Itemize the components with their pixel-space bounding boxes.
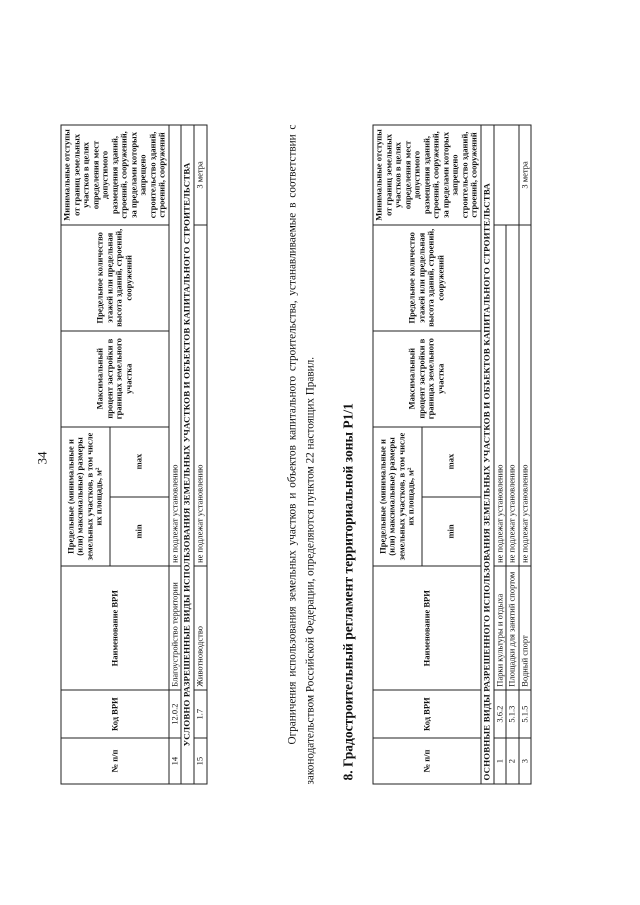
page-number: 34 bbox=[34, 451, 50, 465]
row-setback bbox=[494, 125, 519, 225]
header-sizes: Предельные (минимальные и (или) максимальные) размеры земельных участков, в том числе их площадь, м² bbox=[61, 427, 110, 567]
row-setback: 3 метра bbox=[519, 125, 532, 225]
header-setback: Минимальные отступы от границ земельных участков в целях определения мест допустимого размещения зданий, строений, сооружений, за пределами которых запрещено строительство зданий, строений, сооружений bbox=[373, 125, 481, 225]
section-title-main: ОСНОВНЫЕ ВИДЫ РАЗРЕШЕННОГО ИСПОЛЬЗОВАНИЯ ЗЕМЕЛЬНЫХ УЧАСТКОВ И ОБЪЕКТОВ КАПИТАЛЬНОГО СТРОИТЕЛЬСТВА bbox=[481, 125, 494, 784]
rotated-document-page bbox=[1, 0, 640, 905]
regulation-table-r1 bbox=[373, 125, 532, 785]
table-header-row bbox=[373, 125, 422, 784]
header-name: Наименование ВРИ bbox=[61, 566, 169, 690]
section-row bbox=[481, 125, 494, 784]
section-title-conditional: УСЛОВНО РАЗРЕШЕННЫЕ ВИДЫ ИСПОЛЬЗОВАНИЯ ЗЕМЕЛЬНЫХ УЧАСТКОВ И ОБЪЕКТОВ КАПИТАЛЬНОГО СТРОИТЕЛЬСТВА bbox=[181, 125, 194, 784]
row-code: 5.1.3 bbox=[506, 690, 519, 738]
header-min: min bbox=[110, 497, 169, 567]
row-num: 3 bbox=[519, 738, 532, 784]
row-setback: 3 метра bbox=[194, 125, 207, 225]
row-code: 5.1.5 bbox=[519, 690, 532, 738]
row-num: 15 bbox=[194, 738, 207, 784]
row-num: 14 bbox=[169, 738, 182, 784]
row-sizes: не подлежат установлению bbox=[506, 225, 519, 566]
table-row bbox=[169, 125, 182, 784]
header-sizes: Предельные (минимальные и (или) максимальные) размеры земельных участков, в том числе их площадь, м² bbox=[373, 427, 422, 567]
header-percent: Максимальный процент застройки в границах земельного участка bbox=[373, 331, 481, 427]
row-name: Парки культуры и отдыха bbox=[494, 566, 507, 690]
restrictions-paragraph: Ограничения использования земельных участков и объектов капитального строительства, устанавливаемые в соответствии с законодательством Российской Федерации, определяются пунктом 22 настоящих Правил. bbox=[286, 124, 317, 785]
header-num: № п/п bbox=[373, 738, 481, 784]
row-name: Благоустройство территории bbox=[169, 566, 182, 690]
header-num: № п/п bbox=[61, 738, 169, 784]
row-code: 3.6.2 bbox=[494, 690, 507, 738]
row-num: 1 bbox=[494, 738, 507, 784]
header-max: max bbox=[422, 427, 481, 497]
header-code: Код ВРИ bbox=[61, 690, 169, 738]
table-header-row bbox=[61, 125, 110, 784]
table-row bbox=[494, 125, 507, 784]
row-sizes: не подлежат установлению bbox=[494, 225, 507, 566]
header-percent: Максимальный процент застройки в границах земельного участка bbox=[61, 331, 169, 427]
header-min: min bbox=[422, 497, 481, 567]
table-row bbox=[519, 125, 532, 784]
row-name: Животноводство bbox=[194, 566, 207, 690]
section-row bbox=[181, 125, 194, 784]
row-name: Площадки для занятий спортом bbox=[506, 566, 519, 690]
header-setback: Минимальные отступы от границ земельных участков в целях определения мест допустимого размещения зданий, строений, сооружений, за пределами которых запрещено строительство зданий, строений, сооружений bbox=[61, 125, 169, 225]
row-code: 1.7 bbox=[194, 690, 207, 738]
row-code: 12.0.2 bbox=[169, 690, 182, 738]
row-sizes: не подлежат установлению bbox=[169, 125, 182, 566]
header-code: Код ВРИ bbox=[373, 690, 481, 738]
header-max: max bbox=[110, 427, 169, 497]
header-name: Наименование ВРИ bbox=[373, 566, 481, 690]
section-heading: 8. Градостроительный регламент территориальной зоны Р1/1 bbox=[340, 403, 356, 781]
header-floors: Предельное количество этажей или предельная высота зданий, строений, сооружений bbox=[61, 225, 169, 331]
table-row bbox=[194, 125, 207, 784]
row-sizes: не подлежат установлению bbox=[194, 225, 207, 566]
row-num: 2 bbox=[506, 738, 519, 784]
row-name: Водный спорт bbox=[519, 566, 532, 690]
row-sizes: не подлежат установлению bbox=[519, 225, 532, 566]
header-floors: Предельное количество этажей или предельная высота зданий, строений, сооружений bbox=[373, 225, 481, 331]
regulation-table-continued bbox=[61, 125, 208, 785]
